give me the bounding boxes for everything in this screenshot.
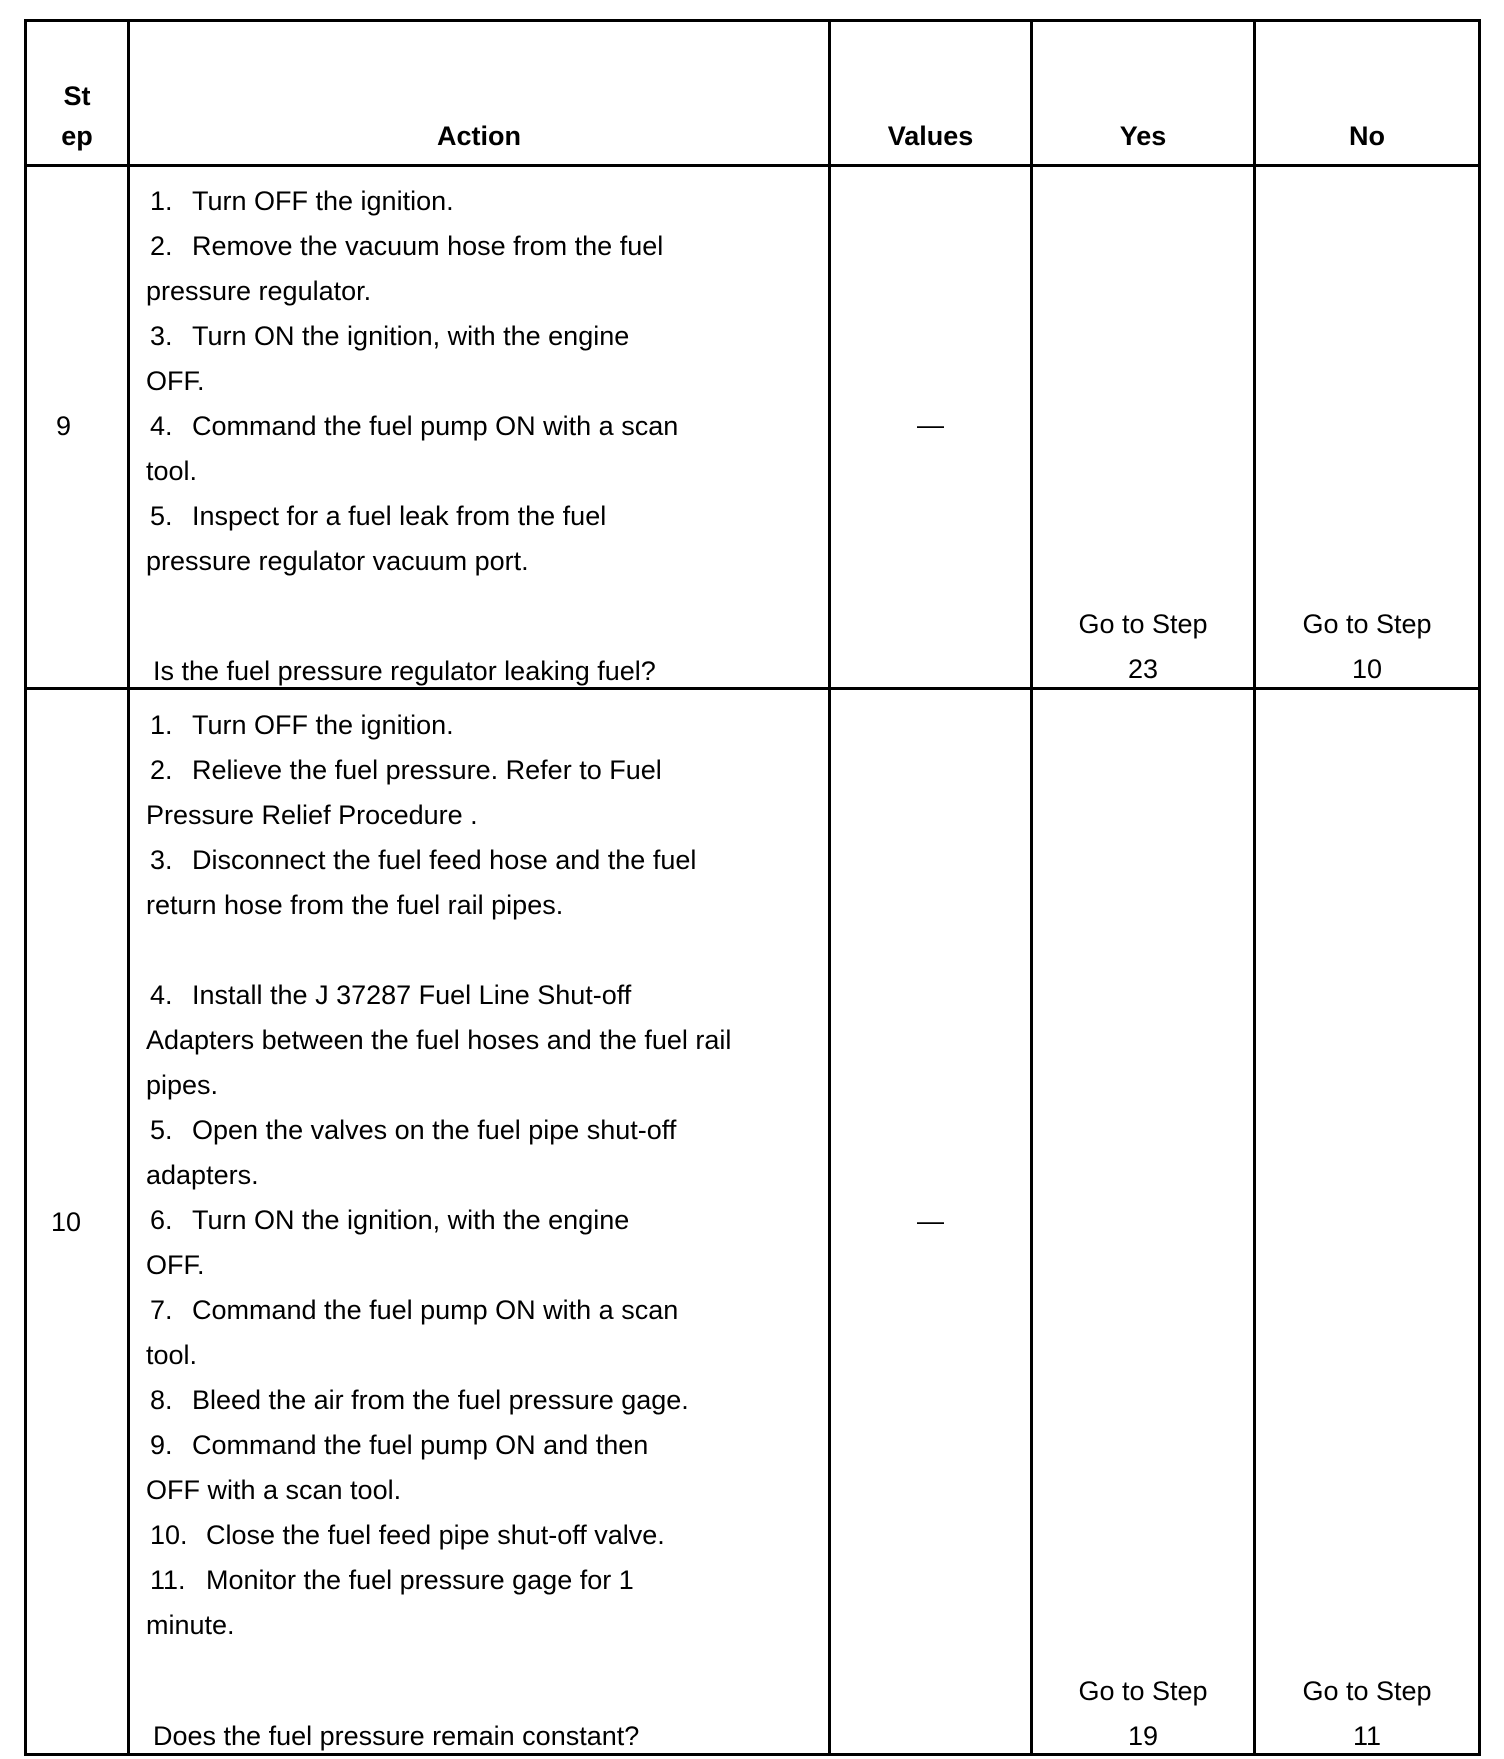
action-item-continuation: OFF. (146, 366, 205, 396)
action-item-continuation: adapters. (146, 1160, 259, 1190)
action-item-continuation: return hose from the fuel rail pipes. (146, 890, 564, 920)
action-item: 3. Turn ON the ignition, with the engine (150, 321, 630, 351)
action-item-continuation: pressure regulator. (146, 276, 372, 306)
action-item: 6. Turn ON the ignition, with the engine (150, 1205, 630, 1235)
value-cell: — (917, 410, 944, 440)
row-divider (24, 164, 1481, 167)
procedure-table (24, 19, 1481, 1756)
no-goto-label: Go to Step (1302, 609, 1432, 639)
action-item-continuation: minute. (146, 1610, 235, 1640)
action-item: 1. Turn OFF the ignition. (150, 186, 454, 216)
yes-goto-label: Go to Step (1078, 609, 1208, 639)
action-item: 3. Disconnect the fuel feed hose and the fuel (150, 845, 697, 875)
action-list (144, 179, 678, 584)
no-goto-step: 11 (1352, 1721, 1382, 1751)
header-values: Values (887, 121, 974, 151)
action-spacer (144, 928, 731, 973)
yes-cell (1033, 602, 1253, 692)
action-item: 5. Open the valves on the fuel pipe shut-off (150, 1115, 677, 1145)
action-item: 11. Monitor the fuel pressure gage for 1 (150, 1565, 634, 1595)
action-item-continuation: pipes. (146, 1070, 219, 1100)
action-item: 9. Command the fuel pump ON and then (150, 1430, 649, 1460)
header-step (27, 76, 127, 156)
action-item: 5. Inspect for a fuel leak from the fuel (150, 501, 607, 531)
action-list (144, 703, 731, 1648)
no-goto-label: Go to Step (1302, 1676, 1432, 1706)
no-cell (1256, 1669, 1478, 1759)
yes-goto-step: 23 (1127, 654, 1159, 684)
column-divider (1030, 19, 1033, 1756)
action-item-continuation: tool. (146, 1340, 198, 1370)
action-item-continuation: Pressure Relief Procedure . (146, 800, 478, 830)
header-yes: Yes (1119, 121, 1167, 151)
step-number: 9 (56, 411, 72, 441)
table-border-right (1478, 19, 1481, 1756)
action-question: Is the fuel pressure regulator leaking fuel? (153, 656, 656, 686)
action-item: 8. Bleed the air from the fuel pressure gage. (150, 1385, 689, 1415)
header-no: No (1349, 121, 1385, 151)
action-item: 10. Close the fuel feed pipe shut-off valve. (150, 1520, 665, 1550)
column-divider (828, 19, 831, 1756)
action-item: 7. Command the fuel pump ON with a scan (150, 1295, 679, 1325)
action-item: 4. Command the fuel pump ON with a scan (150, 411, 679, 441)
action-item-continuation: OFF. (146, 1250, 205, 1280)
header-step-line-1: St (63, 81, 91, 111)
value-cell: — (917, 1206, 944, 1236)
action-item: 4. Install the J 37287 Fuel Line Shut-off (150, 980, 632, 1010)
yes-goto-label: Go to Step (1078, 1676, 1208, 1706)
action-item: 2. Remove the vacuum hose from the fuel (150, 231, 664, 261)
action-item: 1. Turn OFF the ignition. (150, 710, 454, 740)
action-item: 2. Relieve the fuel pressure. Refer to Fuel (150, 755, 662, 785)
action-question: Does the fuel pressure remain constant? (153, 1721, 640, 1751)
header-action: Action (437, 121, 521, 151)
table-border-left (24, 19, 27, 1756)
table-border-top (24, 19, 1481, 22)
action-item-continuation: OFF with a scan tool. (146, 1475, 402, 1505)
yes-cell (1033, 1669, 1253, 1759)
action-item-continuation: pressure regulator vacuum port. (146, 546, 529, 576)
column-divider (127, 19, 130, 1756)
header-step-line-2: ep (61, 121, 93, 151)
yes-goto-step: 19 (1127, 1721, 1159, 1751)
action-item-continuation: Adapters between the fuel hoses and the fuel rail (146, 1025, 732, 1055)
step-number: 10 (51, 1207, 82, 1237)
column-divider (1253, 19, 1256, 1756)
action-item-continuation: tool. (146, 456, 198, 486)
no-cell (1256, 602, 1478, 692)
no-goto-step: 10 (1351, 654, 1383, 684)
